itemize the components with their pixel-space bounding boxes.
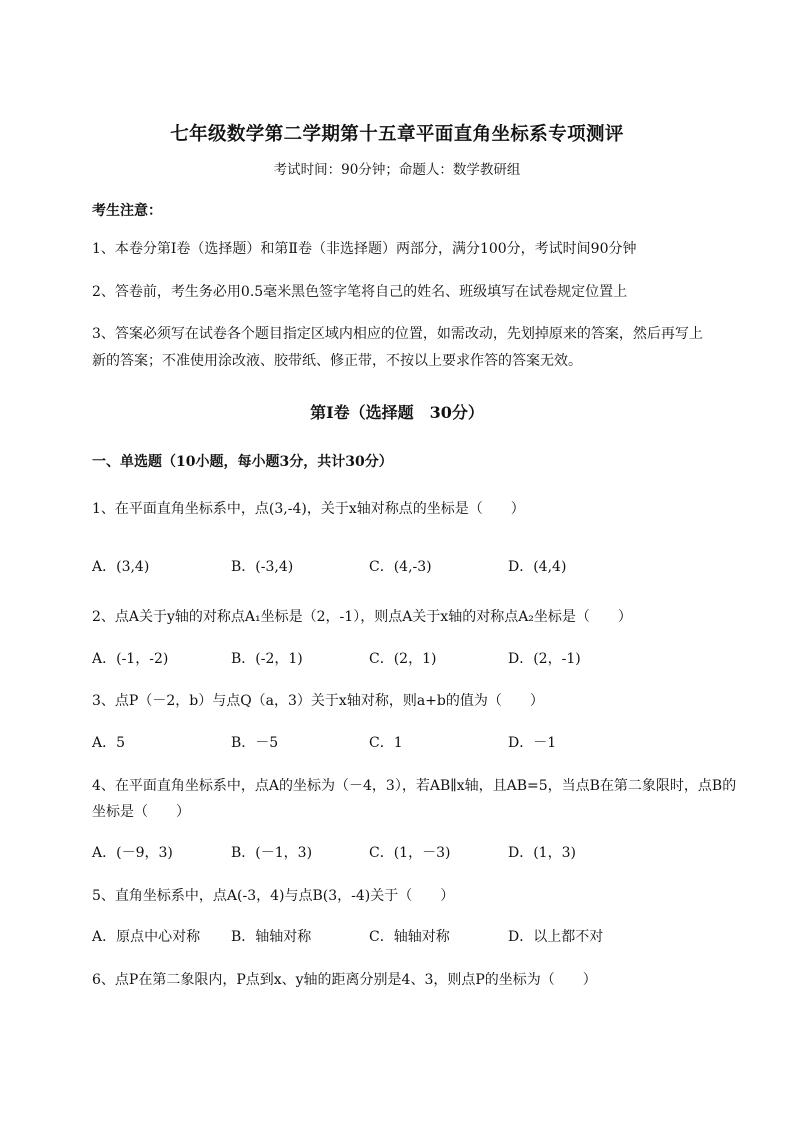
option-d[interactable]: D．－1 (508, 735, 557, 751)
option-c[interactable]: C．(2，1) (369, 651, 437, 667)
section-heading: 一、单选题（10小题，每小题3分，共计30分） (92, 454, 393, 470)
question-5-options (92, 926, 752, 950)
part-title: 第I卷（选择题 30分） (310, 403, 484, 422)
option-a[interactable]: A．(3,4) (92, 559, 150, 575)
question-6: 6、点P在第二象限内，P点到x、y轴的距离分别是4、3，则点P的坐标为（ ） (92, 972, 597, 988)
option-a[interactable]: A．(－9，3) (92, 845, 173, 861)
question-2-options (92, 648, 752, 672)
option-d[interactable]: D．(2，-1) (508, 651, 581, 667)
option-a[interactable]: A．(-1，-2) (92, 651, 169, 667)
question-2: 2、点A关于y轴的对称点A₁坐标是（2，-1），则点A关于x轴的对称点A₂坐标是（ ） (92, 609, 632, 625)
option-d[interactable]: D．(4,4) (508, 559, 567, 575)
question-3-options (92, 732, 752, 756)
exam-title: 七年级数学第二学期第十五章平面直角坐标系专项测评 (170, 124, 624, 145)
option-d[interactable]: D．以上都不对 (508, 929, 604, 945)
question-4: 4、在平面直角坐标系中，点A的坐标为（－4，3），若AB∥x轴，且AB=5，当点B在第二象限时，点B的坐标是（ ） (92, 778, 737, 820)
notice-item-3: 3、答案必须写在试卷各个题目指定区域内相应的位置，如需改动，先划掉原来的答案，然后再写上新的答案；不准使用涂改液、胶带纸、修正带，不按以上要求作答的答案无效。 (92, 326, 703, 369)
option-a[interactable]: A．5 (92, 735, 126, 751)
option-b[interactable]: B．轴轴对称 (231, 929, 312, 945)
notice-heading: 考生注意： (92, 203, 162, 219)
option-b[interactable]: B．－5 (231, 735, 279, 751)
option-c[interactable]: C．轴轴对称 (369, 929, 450, 945)
question-1-options (92, 556, 752, 580)
option-a[interactable]: A．原点中心对称 (92, 929, 201, 945)
option-b[interactable]: B．(－1，3) (231, 845, 313, 861)
exam-subtitle: 考试时间：90分钟；命题人：数学教研组 (273, 162, 521, 178)
question-4-options (92, 842, 752, 866)
option-d[interactable]: D．(1，3) (508, 845, 576, 861)
notice-item-2: 2、答卷前，考生务必用0.5毫米黑色签字笔将自己的姓名、班级填写在试卷规定位置上 (92, 284, 628, 300)
question-1: 1、在平面直角坐标系中，点(3,-4)，关于x轴对称点的坐标是（ ） (92, 501, 525, 517)
option-b[interactable]: B．(-2，1) (231, 651, 303, 667)
notice-item-1: 1、本卷分第I卷（选择题）和第Ⅱ卷（非选择题）两部分，满分100分，考试时间90分钟 (92, 241, 637, 257)
option-c[interactable]: C．(1，－3) (369, 845, 451, 861)
option-c[interactable]: C．(4,-3) (369, 559, 432, 575)
question-3: 3、点P（－2，b）与点Q（a，3）关于x轴对称，则a+b的值为（ ） (92, 693, 544, 709)
option-c[interactable]: C．1 (369, 735, 403, 751)
question-5: 5、直角坐标系中，点A(-3，4)与点B(3，-4)关于（ ） (92, 888, 455, 904)
option-b[interactable]: B．(-3,4) (231, 559, 294, 575)
